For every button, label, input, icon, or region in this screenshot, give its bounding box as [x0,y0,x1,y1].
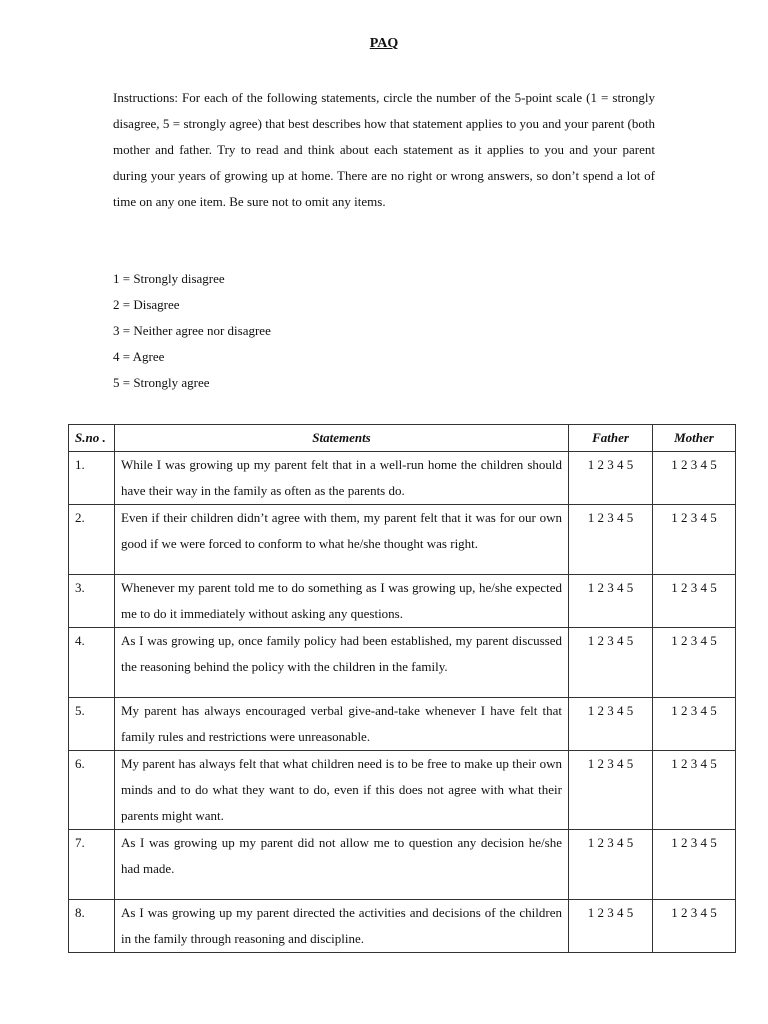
row-number: 4. [69,628,115,698]
father-rating-options[interactable]: 1 2 3 4 5 [569,751,653,830]
header-statements: Statements [115,425,569,452]
scale-item: 1 = Strongly disagree [113,271,225,286]
table-row [69,505,736,575]
rating-scale-legend [113,266,271,396]
scale-item: 5 = Strongly agree [113,375,210,390]
row-number: 1. [69,452,115,505]
father-rating-options[interactable]: 1 2 3 4 5 [569,575,653,628]
table-row [69,751,736,830]
header-mother: Mother [653,425,736,452]
table-row [69,575,736,628]
table-row [69,452,736,505]
row-number: 7. [69,830,115,900]
father-rating-options[interactable]: 1 2 3 4 5 [569,452,653,505]
statement-text: As I was growing up, once family policy had been established, my parent discussed the reasoning behind the policy with the children in the family. [115,628,569,698]
mother-rating-options[interactable]: 1 2 3 4 5 [653,900,736,953]
statement-text: My parent has always encouraged verbal give-and-take whenever I have felt that family rules and restrictions were unreasonable. [115,698,569,751]
row-number: 6. [69,751,115,830]
header-father: Father [569,425,653,452]
mother-rating-options[interactable]: 1 2 3 4 5 [653,575,736,628]
questionnaire-table [68,424,736,953]
scale-item: 2 = Disagree [113,297,180,312]
mother-rating-options[interactable]: 1 2 3 4 5 [653,830,736,900]
scale-item: 4 = Agree [113,349,165,364]
statement-text: Whenever my parent told me to do something as I was growing up, he/she expected me to do it immediately without asking any questions. [115,575,569,628]
statement-text: My parent has always felt that what children need is to be free to make up their own minds and to do what they want to do, even if this does not agree with what their parents might want. [115,751,569,830]
mother-rating-options[interactable]: 1 2 3 4 5 [653,628,736,698]
row-number: 3. [69,575,115,628]
table-row [69,628,736,698]
table-header-row [69,425,736,452]
father-rating-options[interactable]: 1 2 3 4 5 [569,505,653,575]
row-number: 5. [69,698,115,751]
instructions-paragraph: Instructions: For each of the following statements, circle the number of the 5-point scale (1 = strongly disagree, 5 = strongly agree) that best describes how that statement applies to you and your parent (both mother and father. Try to read and think about each statement as it applies to you and your parent during your years of growing up at home. There are no right or wrong answers, so don’t spend a lot of time on any one item. Be sure not to omit any items. [113,90,655,209]
mother-rating-options[interactable]: 1 2 3 4 5 [653,452,736,505]
statement-text: As I was growing up my parent did not allow me to question any decision he/she had made. [115,830,569,900]
table-row [69,698,736,751]
scale-item: 3 = Neither agree nor disagree [113,323,271,338]
table-row [69,830,736,900]
mother-rating-options[interactable]: 1 2 3 4 5 [653,505,736,575]
father-rating-options[interactable]: 1 2 3 4 5 [569,900,653,953]
statement-text: Even if their children didn’t agree with them, my parent felt that it was for our own good if we were forced to conform to what he/she thought was right. [115,505,569,575]
row-number: 2. [69,505,115,575]
header-sno: S.no . [69,425,115,452]
mother-rating-options[interactable]: 1 2 3 4 5 [653,751,736,830]
mother-rating-options[interactable]: 1 2 3 4 5 [653,698,736,751]
document-title: PAQ [369,36,399,51]
father-rating-options[interactable]: 1 2 3 4 5 [569,830,653,900]
father-rating-options[interactable]: 1 2 3 4 5 [569,698,653,751]
row-number: 8. [69,900,115,953]
table-row [69,900,736,953]
statement-text: While I was growing up my parent felt that in a well-run home the children should have their way in the family as often as the parents do. [115,452,569,505]
statement-text: As I was growing up my parent directed the activities and decisions of the children in the family through reasoning and discipline. [115,900,569,953]
father-rating-options[interactable]: 1 2 3 4 5 [569,628,653,698]
